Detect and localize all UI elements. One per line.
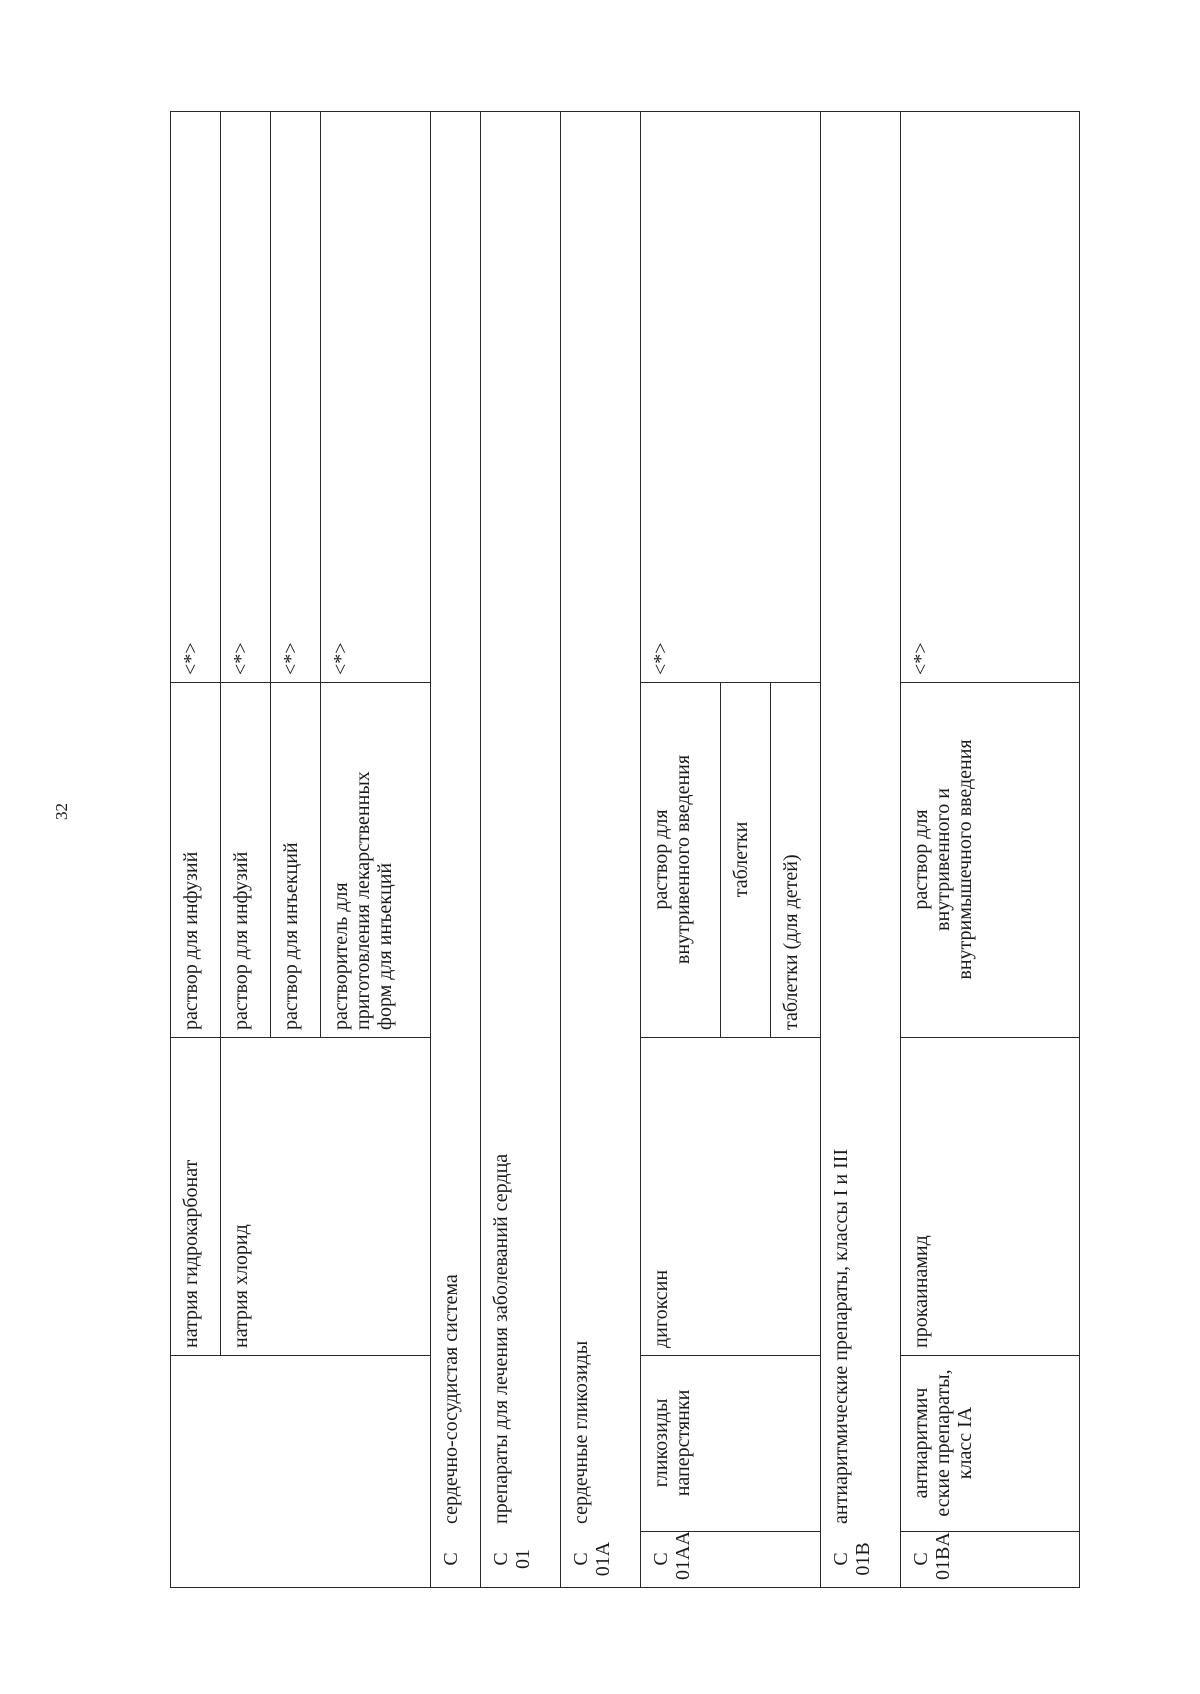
- dosage-form-cell: раствор для инфузий: [230, 851, 252, 1030]
- subgroup-cell: гликозиды наперстянки: [650, 1389, 694, 1497]
- group-name-cell: сердечные гликозиды: [570, 1340, 592, 1524]
- atc-code-cell: C 01A: [570, 1541, 614, 1577]
- note-cell: <*>: [330, 642, 352, 675]
- column-divider: [170, 1355, 430, 1356]
- note-cell: <*>: [180, 642, 202, 675]
- dosage-form-cell: раствор для инъекций: [280, 842, 302, 1030]
- column-divider: [640, 682, 820, 683]
- atc-code-cell: C: [440, 1552, 462, 1566]
- column-divider: [640, 1037, 820, 1038]
- column-divider: [900, 1355, 1080, 1356]
- column-divider: [900, 682, 1080, 683]
- dosage-form-cell: растворитель для приготовления лекарственных форм для инъекций: [330, 771, 396, 1030]
- column-divider: [900, 1037, 1080, 1038]
- row-divider: [770, 683, 771, 1038]
- mnn-cell: прокаинамид: [910, 1235, 932, 1348]
- mnn-cell: натрия гидрокарбонат: [180, 1159, 202, 1348]
- dosage-form-cell: раствор для внутривенного введения: [650, 754, 694, 965]
- row-divider: [270, 111, 271, 1038]
- table-border-top: [170, 111, 171, 1588]
- table-border-left: [170, 1587, 1080, 1588]
- column-divider: [640, 1531, 820, 1532]
- group-name-cell: препараты для лечения заболеваний сердца: [490, 1153, 512, 1524]
- column-divider: [900, 1531, 1080, 1532]
- note-cell: <*>: [650, 642, 672, 675]
- dosage-form-cell: раствор для инфузий: [180, 851, 202, 1030]
- row-divider: [560, 111, 561, 1588]
- mnn-cell: дигоксин: [650, 1269, 672, 1348]
- dosage-form-cell: таблетки: [730, 821, 752, 898]
- row-divider: [430, 111, 431, 1588]
- column-divider: [640, 1355, 820, 1356]
- atc-code-cell: C 01B: [830, 1542, 874, 1576]
- dosage-form-cell: таблетки (для детей): [780, 854, 802, 1030]
- atc-code-cell: C 01: [490, 1549, 534, 1569]
- group-name-cell: сердечно-сосудистая система: [440, 1274, 462, 1524]
- table-border-bottom: [1079, 111, 1080, 1588]
- row-divider: [900, 111, 901, 1588]
- row-divider: [220, 111, 221, 1356]
- group-name-cell: антиаритмические препараты, классы I и III: [830, 1148, 852, 1524]
- row-divider: [720, 683, 721, 1038]
- note-cell: <*>: [910, 642, 932, 675]
- column-divider: [170, 1037, 430, 1038]
- note-cell: <*>: [280, 642, 302, 675]
- note-cell: <*>: [230, 642, 252, 675]
- atc-code-cell: C 01AA: [650, 1531, 694, 1580]
- mnn-cell: натрия хлорид: [230, 1224, 252, 1348]
- row-divider: [820, 111, 821, 1588]
- subgroup-cell: антиаритмич еские препараты, класс IA: [910, 1369, 976, 1517]
- atc-code-cell: C 01BA: [910, 1532, 954, 1580]
- table-border-right: [170, 111, 1080, 112]
- medicines-table: [170, 111, 1080, 1588]
- row-divider: [320, 111, 321, 1038]
- column-divider: [170, 682, 430, 683]
- row-divider: [480, 111, 481, 1588]
- dosage-form-cell: раствор для внутривенного и внутримышечного введения: [910, 739, 976, 980]
- row-divider: [640, 111, 641, 1588]
- page-number: 32: [52, 803, 71, 820]
